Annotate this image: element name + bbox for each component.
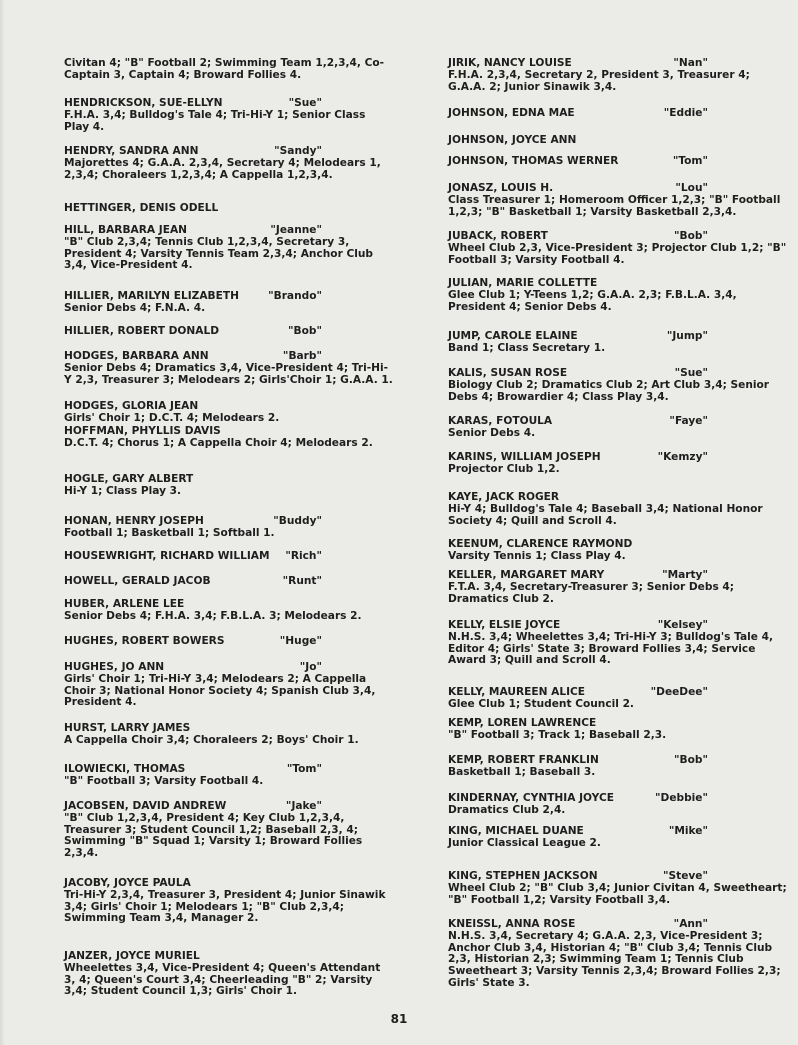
- student-name: KINDERNAY, CYNTHIA JOYCE: [448, 792, 614, 804]
- student-activities: Civitan 4; "B" Football 2; Swimming Team 1,2,3,4, Co-Captain 3, Captain 4; Broward Follies 4.: [64, 57, 385, 81]
- senior-entry: [64, 723, 394, 747]
- student-name: KEENUM, CLARENCE RAYMOND: [448, 538, 633, 550]
- student-nickname: "DeeDee": [650, 686, 708, 698]
- senior-entry: [64, 98, 394, 133]
- senior-entry: [448, 718, 788, 742]
- student-name: KAYE, JACK ROGER: [448, 491, 560, 503]
- student-activities: Hi-Y 4; Bulldog's Tale 4; Baseball 3,4; National Honor Society 4; Quill and Scroll 4.: [448, 502, 763, 527]
- senior-entry: [64, 576, 394, 588]
- senior-entry: [64, 291, 394, 315]
- student-name: HILLIER, ROBERT DONALD: [64, 325, 220, 337]
- student-activities: Senior Debs 4; Dramatics 3,4, Vice-President 4; Tri-Hi-Y 2,3, Treasurer 3; Melodears 2; Girls'Choir 1; G.A.A. 1.: [64, 361, 393, 386]
- student-activities: F.T.A. 3,4, Secretary-Treasurer 3; Senior Debs 4; Dramatics Club 2.: [448, 580, 735, 605]
- student-activities: Girls' Choir 1; D.C.T. 4; Melodears 2.: [64, 411, 280, 424]
- senior-entry: [64, 878, 394, 925]
- senior-entry: [448, 331, 788, 355]
- senior-entry: [448, 368, 788, 403]
- student-activities: Basketball 1; Baseball 3.: [448, 765, 596, 778]
- student-activities: Girls' Choir 1; Tri-Hi-Y 3,4; Melodears 2; A Cappella Choir 3; National Honor Society 4; Spanish Club 3,4, President 4.: [64, 672, 376, 709]
- student-name: JOHNSON, JOYCE ANN: [448, 134, 577, 146]
- student-name: JIRIK, NANCY LOUISE: [448, 57, 572, 69]
- student-activities: Hi-Y 1; Class Play 3.: [64, 484, 182, 497]
- senior-entry: [64, 203, 394, 215]
- student-name: KELLY, ELSIE JOYCE: [448, 619, 561, 631]
- student-nickname: "Marty": [662, 569, 708, 581]
- student-nickname: "Kelsey": [657, 619, 708, 631]
- student-activities: Projector Club 1,2.: [448, 462, 560, 475]
- student-activities: Glee Club 1; Student Council 2.: [448, 697, 634, 710]
- student-activities: Class Treasurer 1; Homeroom Officer 1,2,3; "B" Football 1,2,3; "B" Basketball 1; Varsity Basketball 2,3,4.: [448, 193, 781, 218]
- student-activities: Football 1; Basketball 1; Softball 1.: [64, 526, 275, 539]
- senior-entry: [64, 146, 394, 181]
- student-name: HUGHES, JO ANN: [64, 661, 165, 673]
- student-name: KELLY, MAUREEN ALICE: [448, 686, 586, 698]
- student-nickname: "Runt": [282, 575, 322, 587]
- name-line: [448, 156, 788, 168]
- student-nickname: "Faye": [669, 415, 708, 427]
- senior-entry: [448, 620, 788, 667]
- senior-entry: [448, 108, 788, 120]
- name-line: [64, 326, 394, 338]
- student-activities: D.C.T. 4; Chorus 1; A Cappella Choir 4; Melodears 2.: [64, 436, 373, 449]
- student-name: JANZER, JOYCE MURIEL: [64, 950, 200, 962]
- student-activities: "B" Football 3; Varsity Football 4.: [64, 774, 264, 787]
- senior-entry: [64, 426, 394, 450]
- senior-entry: [64, 764, 394, 788]
- student-name: HONAN, HENRY JOSEPH: [64, 515, 204, 527]
- student-activities: F.H.A. 2,3,4, Secretary 2, President 3, Treasurer 4; G.A.A. 2; Junior Sinawik 3,4.: [448, 68, 750, 93]
- senior-entry: [448, 539, 788, 563]
- student-name: KARINS, WILLIAM JOSEPH: [448, 451, 601, 463]
- student-activities: Tri-Hi-Y 2,3,4, Treasurer 3, President 4; Junior Sinawik 3,4; Girls' Choir 1; Melodears 1; "B" Club 2,3,4; Swimming Team 3,4, Manager 2.: [64, 888, 386, 925]
- senior-entry: [448, 687, 788, 711]
- senior-entry: [448, 871, 788, 906]
- senior-entry: [448, 231, 788, 266]
- senior-entry: [64, 636, 394, 648]
- student-activities: Senior Debs 4; F.H.A. 3,4; F.B.L.A. 3; Melodears 2.: [64, 609, 362, 622]
- senior-entry: [448, 919, 788, 990]
- senior-entry: [64, 58, 394, 82]
- student-name: KEMP, LOREN LAWRENCE: [448, 717, 597, 729]
- student-name: KING, STEPHEN JACKSON: [448, 870, 598, 882]
- student-name: ILOWIECKI, THOMAS: [64, 763, 186, 775]
- student-nickname: "Steve": [662, 870, 708, 882]
- student-nickname: "Jeanne": [270, 224, 322, 236]
- student-name: JOHNSON, THOMAS WERNER: [448, 155, 619, 167]
- senior-entry: [64, 599, 394, 623]
- name-line: [64, 551, 394, 563]
- student-name: JOHNSON, EDNA MAE: [448, 107, 575, 119]
- student-name: HILLIER, MARILYN ELIZABETH: [64, 290, 239, 302]
- student-activities: "B" Club 1,2,3,4, President 4; Key Club 1,2,3,4, Treasurer 3; Student Council 1,2; Baseball 2,3, 4; Swimming "B" Squad 1; Varsity 1; Broward Follies 2,3,4.: [64, 811, 363, 860]
- senior-entry: [64, 326, 394, 338]
- student-activities: Majorettes 4; G.A.A. 2,3,4, Secretary 4; Melodears 1, 2,3,4; Choraleers 1,2,3,4; A Cappella 1,2,3,4.: [64, 156, 381, 181]
- name-line: [448, 135, 788, 147]
- student-activities: Band 1; Class Secretary 1.: [448, 341, 606, 354]
- student-name: HILL, BARBARA JEAN: [64, 224, 188, 236]
- student-nickname: "Debbie": [655, 792, 708, 804]
- student-nickname: "Bob": [674, 754, 708, 766]
- student-nickname: "Nan": [673, 57, 708, 69]
- student-name: HODGES, GLORIA JEAN: [64, 400, 199, 412]
- student-nickname: "Bob": [674, 230, 708, 242]
- student-activities: N.H.S. 3,4; Wheelettes 3,4; Tri-Hi-Y 3; Bulldog's Tale 4, Editor 4; Girls' State 3; Broward Follies 3,4; Service Award 3; Quill and Scroll 4.: [448, 630, 774, 667]
- student-nickname: "Jump": [666, 330, 708, 342]
- student-activities: N.H.S. 3,4, Secretary 4; G.A.A. 2,3, Vice-President 3; Anchor Club 3,4, Historian 4; "B" Club 3,4; Tennis Club 2,3, Historian 2,3; Swimming Team 1; Tennis Club Sweetheart 3; Varsity Tennis 2,3,4; Broward Follies 2,3; Girls' State 3.: [448, 929, 781, 989]
- student-name: JONASZ, LOUIS H.: [448, 182, 554, 194]
- student-nickname: "Sandy": [274, 145, 322, 157]
- student-activities: Wheel Club 2; "B" Club 3,4; Junior Civitan 4, Sweetheart; "B" Football 1,2; Varsity Football 3,4.: [448, 881, 787, 906]
- student-name: HOGLE, GARY ALBERT: [64, 473, 194, 485]
- senior-entry: [64, 951, 394, 998]
- student-name: HENDRY, SANDRA ANN: [64, 145, 199, 157]
- name-line: [64, 203, 394, 215]
- student-activities: Dramatics Club 2,4.: [448, 803, 566, 816]
- name-line: [448, 108, 788, 120]
- student-name: JUMP, CAROLE ELAINE: [448, 330, 578, 342]
- senior-entry: [64, 474, 394, 498]
- senior-entry: [64, 516, 394, 540]
- student-nickname: "Ann": [673, 918, 708, 930]
- senior-entry: [64, 662, 394, 709]
- senior-entry: [64, 225, 394, 272]
- student-name: HUGHES, ROBERT BOWERS: [64, 635, 225, 647]
- student-nickname: "Mike": [668, 825, 708, 837]
- senior-entry: [448, 135, 788, 147]
- senior-entry: [448, 416, 788, 440]
- name-line: [64, 576, 394, 588]
- student-activities: Junior Classical League 2.: [448, 836, 601, 849]
- student-name: KNEISSL, ANNA ROSE: [448, 918, 576, 930]
- student-nickname: "Sue": [674, 367, 708, 379]
- student-nickname: "Lou": [675, 182, 708, 194]
- student-activities: "B" Football 3; Track 1; Baseball 2,3.: [448, 728, 667, 741]
- name-line: [64, 636, 394, 648]
- student-name: HUBER, ARLENE LEE: [64, 598, 185, 610]
- student-name: HENDRICKSON, SUE-ELLYN: [64, 97, 223, 109]
- student-name: KELLER, MARGARET MARY: [448, 569, 605, 581]
- student-nickname: "Tom": [286, 763, 322, 775]
- senior-entry: [64, 401, 394, 425]
- senior-entry: [448, 452, 788, 476]
- student-activities: "B" Club 2,3,4; Tennis Club 1,2,3,4, Secretary 3, President 4; Varsity Tennis Team 2,3,4; Anchor Club 3,4, Vice-President 4.: [64, 235, 374, 272]
- student-activities: Wheelettes 3,4, Vice-President 4; Queen's Attendant 3, 4; Queen's Court 3,4; Cheerleading "B" 2; Varsity 3,4; Student Council 1,3; Girls' Choir 1.: [64, 961, 381, 998]
- student-name: JULIAN, MARIE COLLETTE: [448, 277, 598, 289]
- student-nickname: "Jo": [299, 661, 322, 673]
- student-name: JUBACK, ROBERT: [448, 230, 548, 242]
- student-name: JACOBSEN, DAVID ANDREW: [64, 800, 227, 812]
- senior-entry: [448, 570, 788, 605]
- student-nickname: "Huge": [279, 635, 322, 647]
- student-nickname: "Jake": [285, 800, 322, 812]
- student-activities: Senior Debs 4; F.N.A. 4.: [64, 301, 206, 314]
- student-name: KARAS, FOTOULA: [448, 415, 553, 427]
- senior-entry: [448, 156, 788, 168]
- student-name: HURST, LARRY JAMES: [64, 722, 191, 734]
- student-name: HOFFMAN, PHYLLIS DAVIS: [64, 425, 221, 437]
- page-number: 81: [390, 1012, 408, 1026]
- student-nickname: "Sue": [288, 97, 322, 109]
- student-name: HOWELL, GERALD JACOB: [64, 575, 211, 587]
- student-nickname: "Tom": [672, 155, 708, 167]
- senior-entry: [448, 492, 788, 527]
- student-activities: Senior Debs 4.: [448, 426, 536, 439]
- student-activities: Varsity Tennis 1; Class Play 4.: [448, 549, 626, 562]
- senior-entry: [448, 183, 788, 218]
- senior-entry: [64, 551, 394, 563]
- student-activities: Glee Club 1; Y-Teens 1,2; G.A.A. 2,3; F.B.L.A. 3,4, President 4; Senior Debs 4.: [448, 288, 737, 313]
- student-name: KALIS, SUSAN ROSE: [448, 367, 568, 379]
- page-edge: [0, 0, 5, 1045]
- senior-entry: [448, 793, 788, 817]
- student-nickname: "Brando": [268, 290, 322, 302]
- student-nickname: "Buddy": [273, 515, 322, 527]
- student-nickname: "Barb": [282, 350, 322, 362]
- senior-entry: [448, 826, 788, 850]
- student-name: HODGES, BARBARA ANN: [64, 350, 209, 362]
- student-activities: A Cappella Choir 3,4; Choraleers 2; Boys' Choir 1.: [64, 733, 359, 746]
- student-name: HETTINGER, DENIS ODELL: [64, 202, 219, 214]
- senior-entry: [448, 755, 788, 779]
- senior-entry: [448, 58, 788, 93]
- student-name: KING, MICHAEL DUANE: [448, 825, 584, 837]
- student-name: JACOBY, JOYCE PAULA: [64, 877, 191, 889]
- student-nickname: "Rich": [285, 550, 322, 562]
- student-activities: Wheel Club 2,3, Vice-President 3; Projector Club 1,2; "B" Football 3; Varsity Football 4.: [448, 241, 787, 266]
- student-activities: Biology Club 2; Dramatics Club 2; Art Club 3,4; Senior Debs 4; Browardier 4; Class Play 3,4.: [448, 378, 769, 403]
- student-nickname: "Kemzy": [657, 451, 708, 463]
- student-activities: F.H.A. 3,4; Bulldog's Tale 4; Tri-Hi-Y 1; Senior Class Play 4.: [64, 108, 366, 133]
- senior-entry: [448, 278, 788, 313]
- senior-entry: [64, 801, 394, 860]
- senior-entry: [64, 351, 394, 386]
- student-name: HOUSEWRIGHT, RICHARD WILLIAM: [64, 550, 270, 562]
- student-nickname: "Eddie": [663, 107, 708, 119]
- student-name: KEMP, ROBERT FRANKLIN: [448, 754, 599, 766]
- student-nickname: "Bob": [288, 325, 322, 337]
